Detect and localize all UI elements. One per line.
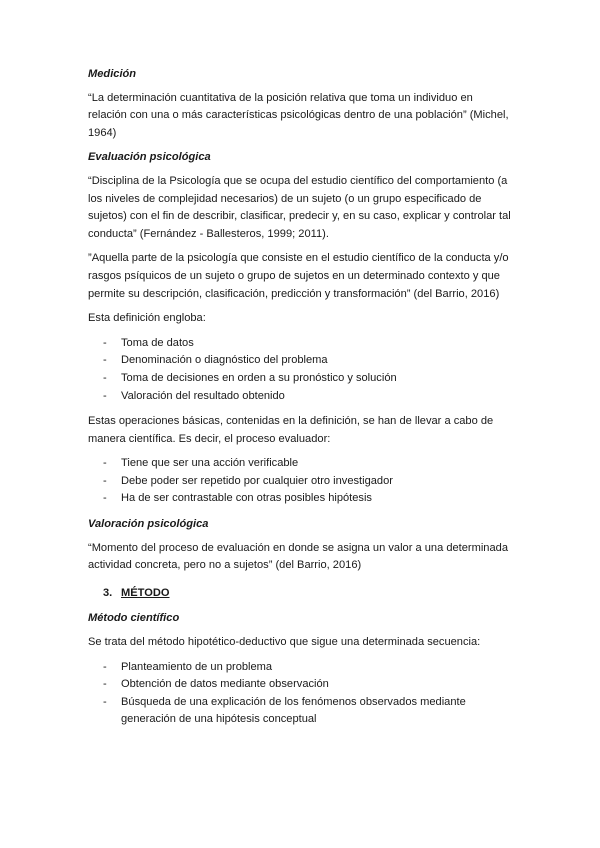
bullet-dash: -: [103, 474, 107, 487]
bullet-dash: -: [103, 660, 107, 673]
bullet-dash: -: [103, 457, 107, 470]
bullet-dash: -: [103, 354, 107, 367]
quote-evaluacion-2: ”Aquella parte de la psicología que consiste en el estudio científico de la conducta y/o rasgos psíquicos de un sujeto o grupo de sujetos en un determinado contexto y que permite su descripción, clasificación, predicción y transformación” (del Barrio, 2016): [88, 252, 509, 300]
heading-medicion: Medición: [88, 68, 137, 80]
bullet-dash: -: [103, 389, 107, 402]
list-proceso: [88, 455, 514, 508]
list-item: - Tiene que ser una acción verificable: [88, 455, 514, 473]
section-heading-metodo: [88, 585, 514, 603]
document-page: [88, 66, 514, 737]
quote-evaluacion-1: “Disciplina de la Psicología que se ocupa del estudio científico del comportamiento (a los niveles de complejidad necesarios) de un sujeto (o un grupo especificado de sujetos) con el fin de describir, clasificar, predecir y, en su caso, explicar y controlar tal conducta” (Fernández - Ballesteros, 1999; 2011).: [88, 174, 511, 240]
bullet-dash: -: [103, 678, 107, 691]
bullet-dash: -: [103, 336, 107, 349]
heading-metodo-cientifico: Método científico: [88, 612, 180, 625]
para-operaciones: Estas operaciones básicas, contenidas en la definición, se han de llevar a cabo de manera científica. Es decir, el proceso evaluador:: [88, 415, 494, 445]
bullet-dash: -: [103, 371, 107, 384]
list-item: - Debe poder ser repetido por cualquier otro investigador: [88, 473, 514, 491]
list-item: - Obtención de datos mediante observación: [88, 676, 514, 694]
list-item: - Planteamiento de un problema: [88, 659, 514, 677]
list-item: - Búsqueda de una explicación de los fenómenos observados mediante generación de una hipótesis conceptual: [103, 695, 466, 726]
list-engloba: [88, 335, 514, 405]
list-item: - Ha de ser contrastable con otras posibles hipótesis: [88, 490, 514, 508]
list-item: - Denominación o diagnóstico del problema: [88, 352, 514, 370]
bullet-dash: -: [103, 695, 107, 708]
section-number: 3.: [103, 586, 113, 599]
heading-evaluacion: Evaluación psicológica: [88, 151, 211, 164]
intro-metodo: Se trata del método hipotético-deductivo que sigue una determinada secuencia:: [88, 636, 481, 649]
list-item: - Toma de decisiones en orden a su pronóstico y solución: [88, 370, 514, 388]
heading-valoracion: Valoración psicológica: [88, 518, 209, 531]
intro-engloba: Esta definición engloba:: [88, 312, 206, 325]
quote-valoracion: “Momento del proceso de evaluación en donde se asigna un valor a una determinada actividad concreta, pero no a sujetos” (del Barrio, 2016): [88, 541, 508, 572]
section-title: MÉTODO: [121, 586, 170, 599]
list-item: - Toma de datos: [88, 335, 514, 353]
quote-medicion: “La determinación cuantitativa de la posición relativa que toma un individuo en relación con una o más características psicológicas dentro de una población” (Michel, 1964): [88, 91, 509, 139]
list-item: - Valoración del resultado obtenido: [88, 388, 514, 406]
bullet-dash: -: [103, 492, 107, 505]
list-metodo: [88, 659, 514, 729]
